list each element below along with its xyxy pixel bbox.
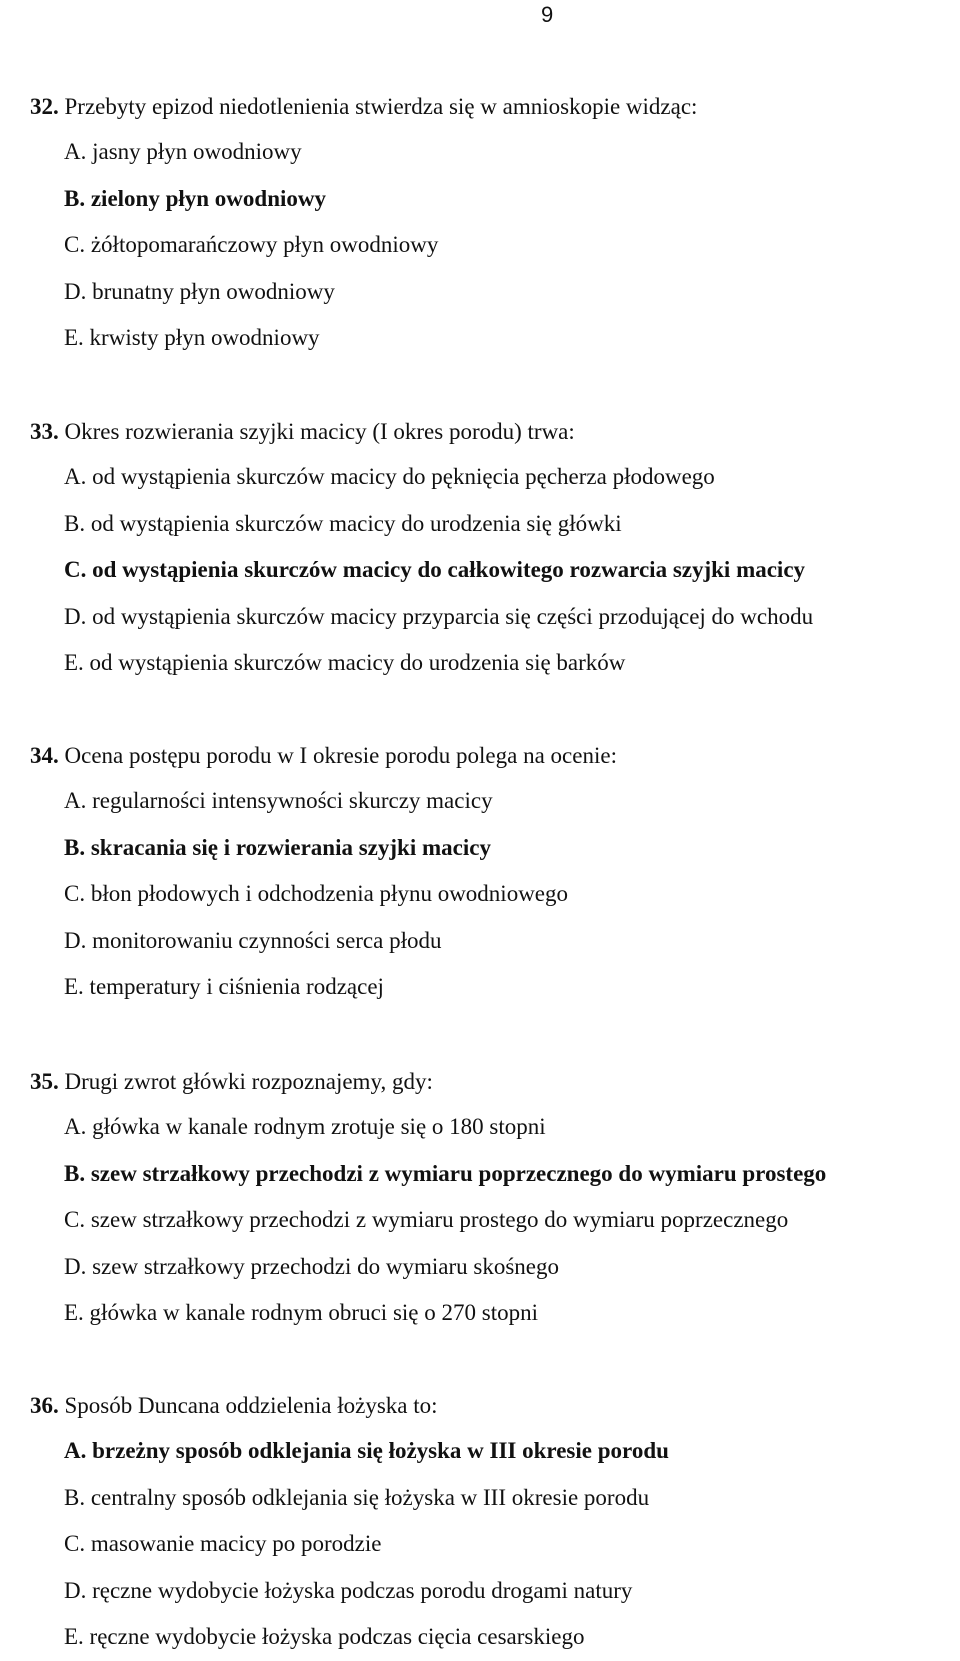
option-a: A. regularności intensywności skurczy macicy [64,788,493,813]
question-text: Drugi zwrot główki rozpoznajemy, gdy: [64,1069,433,1094]
question-33 [30,409,950,687]
option-c: C. szew strzałkowy przechodzi z wymiaru prostego do wymiaru poprzecznego [64,1207,789,1233]
question-number: 33. [30,419,59,444]
option-b: B. centralny sposób odklejania się łożyska w III okresie porodu [64,1484,650,1510]
question-text: Sposób Duncana oddzielenia łożyska to: [64,1393,438,1418]
question-number: 32. [30,94,59,119]
question-line [30,1383,950,1428]
question-text: Przebyty epizod niedotlenienia stwierdza się w amnioskopie widząc: [64,94,698,119]
option-d: D. monitorowaniu czynności serca płodu [64,927,442,953]
question-35 [30,1059,950,1337]
option-e: E. ręczne wydobycie łożyska podczas cięcia cesarskiego [64,1624,585,1650]
question-number: 35. [30,1069,59,1094]
option-a: A. główka w kanale rodnym zrotuje się o 180 stopni [64,1114,546,1139]
option-a: A. jasny płyn owodniowy [64,139,302,164]
question-36 [30,1383,950,1661]
option-e: E. krwisty płyn owodniowy [64,325,320,351]
option-b: B. zielony płyn owodniowy [64,185,326,211]
question-line [30,1059,950,1104]
option-d: D. ręczne wydobycie łożyska podczas porodu drogami natury [64,1577,633,1603]
option-c: C. masowanie macicy po porodzie [64,1531,382,1557]
option-b: B. skracania się i rozwierania szyjki macicy [64,834,491,860]
question-text: Okres rozwierania szyjki macicy (I okres porodu) trwa: [64,419,575,444]
question-34 [30,733,950,1011]
option-c: C. żółtopomarańczowy płyn owodniowy [64,232,439,258]
option-d: D. szew strzałkowy przechodzi do wymiaru skośnego [64,1253,560,1279]
option-c: C. od wystąpienia skurczów macicy do całkowitego rozwarcia szyjki macicy [64,557,806,583]
question-number: 36. [30,1393,59,1418]
question-line [30,733,950,778]
question-32 [30,84,950,362]
option-a: A. od wystąpienia skurczów macicy do pęknięcia pęcherza płodowego [64,464,715,489]
option-b: B. szew strzałkowy przechodzi z wymiaru poprzecznego do wymiaru prostego [64,1160,827,1186]
question-line [30,409,950,454]
option-d: D. od wystąpienia skurczów macicy przyparcia się części przodującej do wchodu [64,603,814,629]
option-e: E. główka w kanale rodnym obruci się o 270 stopni [64,1300,538,1326]
question-line [30,84,950,129]
option-c: C. błon płodowych i odchodzenia płynu owodniowego [64,881,569,907]
option-e: E. temperatury i ciśnienia rodzącej [64,974,384,1000]
page-number: 9 [541,2,554,27]
question-number: 34. [30,743,59,768]
option-d: D. brunatny płyn owodniowy [64,278,335,304]
option-e: E. od wystąpienia skurczów macicy do urodzenia się barków [64,650,626,676]
question-text: Ocena postępu porodu w I okresie porodu polega na ocenie: [64,743,617,768]
option-b: B. od wystąpienia skurczów macicy do urodzenia się główki [64,510,622,536]
option-a: A. brzeżny sposób odklejania się łożyska w III okresie porodu [64,1438,669,1463]
